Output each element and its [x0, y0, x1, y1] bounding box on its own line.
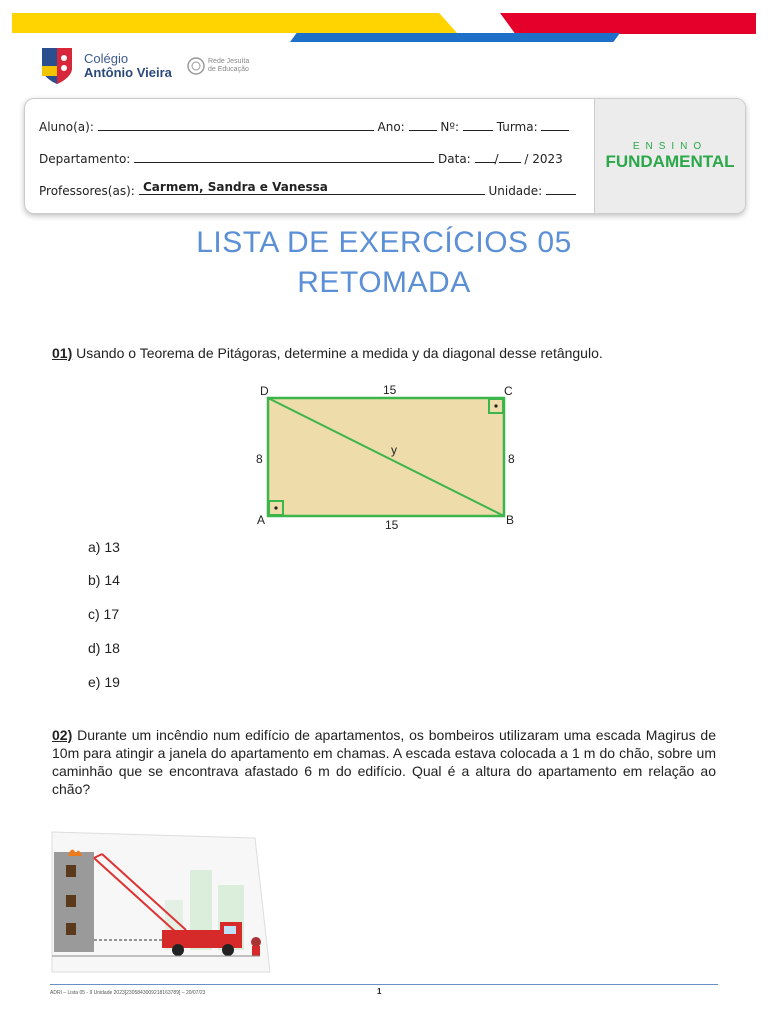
vertex-b: B — [506, 513, 515, 527]
footer-text: ADRI – Lista 05 - II Unidade 2023[230584300921816378​9] – 20/07/23 — [50, 990, 206, 996]
fundamental-label: FUNDAMENTAL — [605, 152, 735, 171]
right-side-label: 8 — [508, 452, 515, 466]
question-1 — [52, 344, 716, 362]
professores-value: Carmem, Sandra e Vanessa — [143, 180, 328, 194]
aluno-row — [39, 119, 569, 134]
turma-field[interactable] — [541, 119, 569, 131]
data-day-field[interactable] — [475, 151, 495, 163]
network-seal-icon — [186, 56, 206, 76]
page-title-line2: RETOMADA — [297, 266, 471, 299]
departamento-field[interactable] — [134, 151, 434, 163]
left-side-label: 8 — [256, 452, 263, 466]
q1-option-d[interactable]: d) 18 — [88, 640, 120, 656]
top-side-label: 15 — [383, 383, 397, 397]
q1-option-b[interactable]: b) 14 — [88, 572, 120, 588]
question-1-number: 01) — [52, 345, 73, 361]
school-name-line1: Colégio — [84, 51, 129, 66]
departamento-row: Departamento: Data: / / 2023 — [39, 152, 563, 166]
header-stripe-yellow — [12, 13, 457, 33]
ano-field[interactable] — [409, 119, 437, 131]
unidade-field[interactable] — [546, 183, 576, 195]
turma-label: Turma: — [496, 120, 538, 134]
q1-option-e[interactable]: e) 19 — [88, 674, 120, 690]
professores-label: Professores(as): — [39, 184, 135, 198]
footer-divider — [50, 984, 718, 985]
departamento-label: Departamento: — [39, 152, 131, 166]
network-name-line1: Rede Jesuíta — [208, 58, 250, 65]
rectangle-figure — [248, 378, 528, 534]
header-stripe-blue — [290, 33, 620, 42]
ano-label: Ano: — [377, 120, 405, 134]
data-label: Data: — [438, 152, 471, 166]
aluno-label: Aluno(a): — [39, 120, 94, 134]
school-crest-icon — [40, 46, 74, 86]
question-2 — [52, 726, 716, 798]
ensino-fundamental-panel — [594, 99, 745, 213]
aluno-field[interactable] — [98, 119, 374, 131]
numero-field[interactable] — [463, 119, 493, 131]
school-logo — [40, 46, 180, 90]
question-2-number: 02) — [52, 727, 73, 743]
numero-label: Nº: — [440, 120, 460, 134]
data-year: / 2023 — [524, 152, 563, 166]
fire-truck-illustration — [50, 830, 272, 974]
question-1-text: Usando o Teorema de Pitágoras, determine a medida y da diagonal desse retângulo. — [76, 345, 603, 361]
vertex-a: A — [257, 513, 266, 527]
network-logo — [186, 56, 266, 78]
unidade-label: Unidade: — [488, 184, 543, 198]
student-info-box — [24, 98, 746, 214]
network-name-line2: de Educação — [208, 66, 249, 73]
diagonal-label: y — [391, 443, 397, 457]
q1-option-c[interactable]: c) 17 — [88, 606, 120, 622]
q1-option-a[interactable]: a) 13 — [88, 539, 120, 555]
question-2-text: Durante um incêndio num edifício de apartamentos, os bombeiros utilizaram uma escada Magirus de 10m para atingir a janela do apartamento em chamas. A escada estava colocada a 1 m do chão, sobre um caminhão que se encontrava afastado 6 m do edifício. Qual é a altura do apartamento em relação ao chão? — [52, 727, 717, 797]
page-number: 1 — [377, 987, 382, 996]
vertex-c: C — [504, 384, 513, 398]
header-stripe-red — [500, 13, 756, 34]
vertex-d: D — [260, 384, 269, 398]
bottom-side-label: 15 — [385, 518, 399, 532]
school-name-line2: Antônio Vieira — [84, 65, 172, 80]
ensino-label: ENSINO — [632, 141, 708, 152]
page-title-line1: LISTA DE EXERCÍCIOS 05 — [196, 226, 572, 259]
data-month-field[interactable] — [499, 151, 521, 163]
